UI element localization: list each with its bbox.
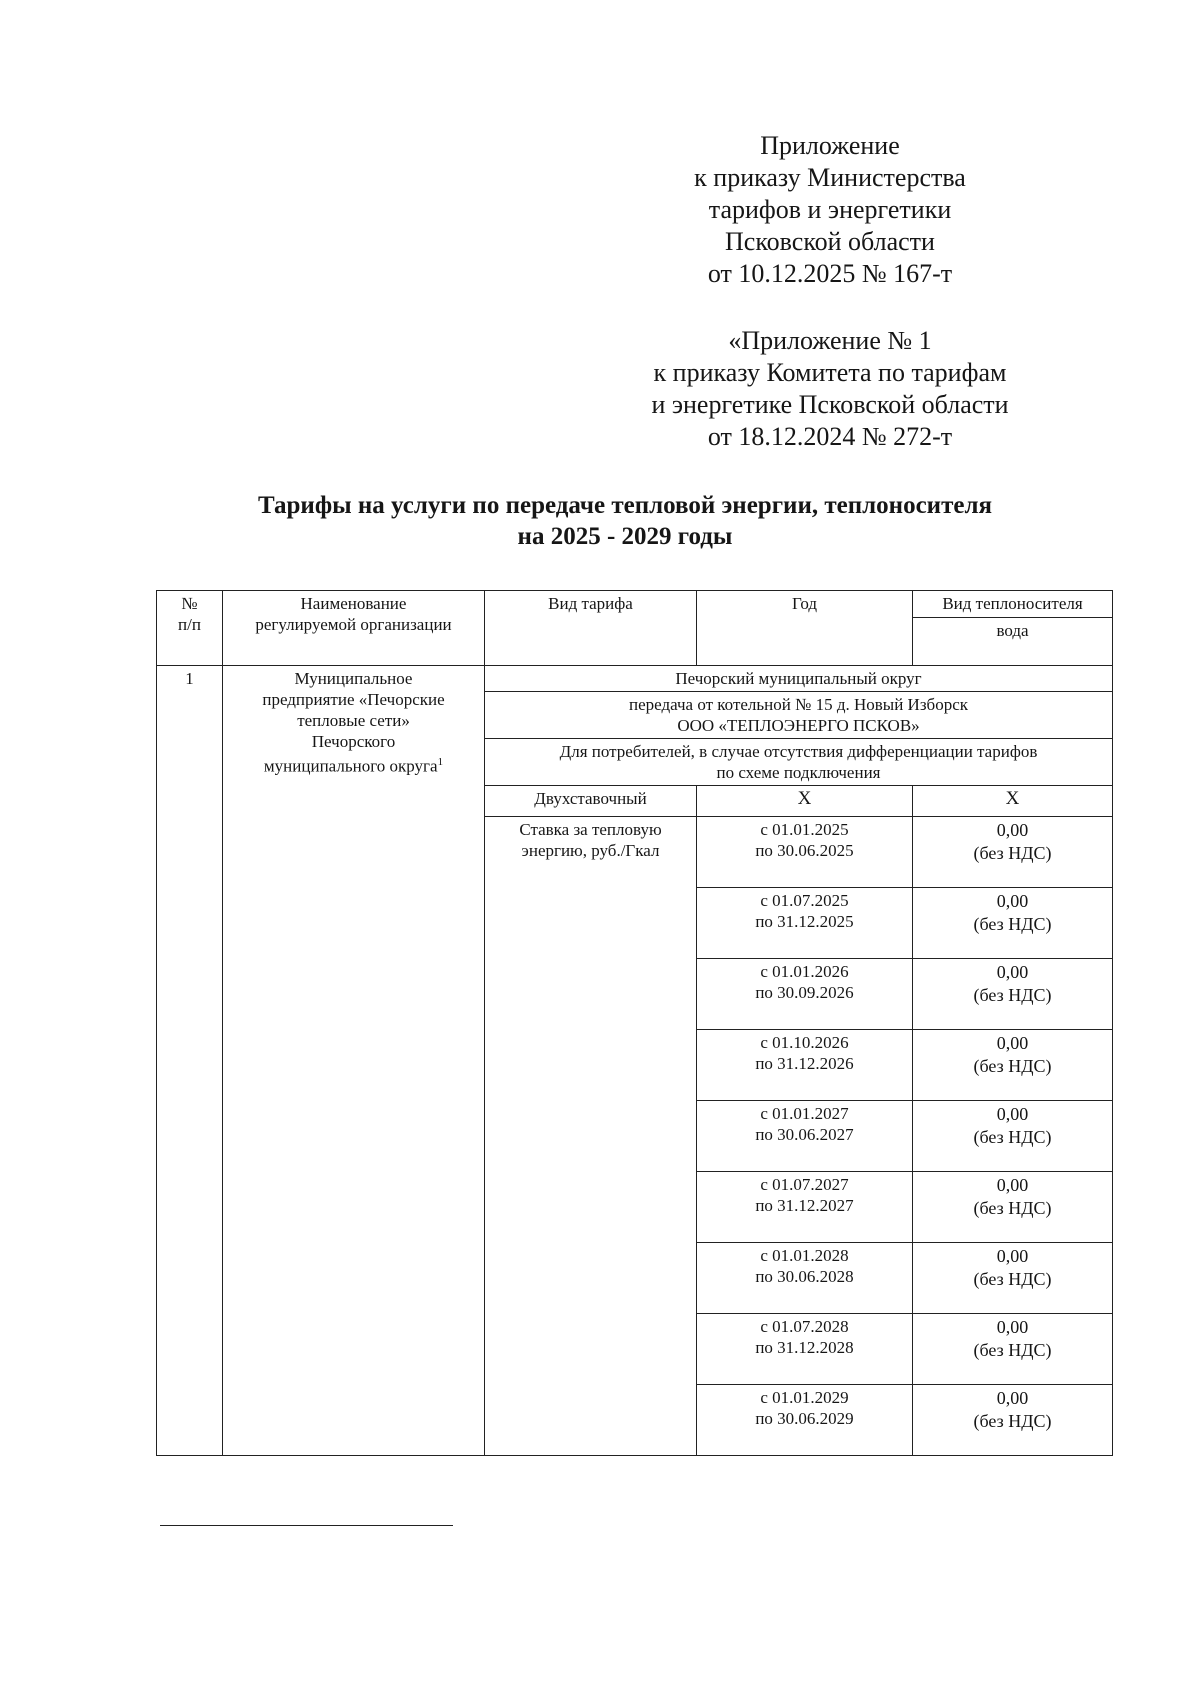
period-to: по 30.06.2029 — [755, 1409, 854, 1428]
prior-appendix-header — [560, 325, 1100, 453]
tariff-value: 0,00 — [996, 962, 1029, 982]
period-from: с 01.01.2025 — [760, 820, 849, 839]
district-cell: Печорский муниципальный округ — [485, 666, 1113, 692]
tariff-value: 0,00 — [996, 820, 1029, 840]
header-organization-line: Наименование — [300, 594, 407, 613]
period-cell — [697, 1030, 913, 1101]
tariff-value-cell — [913, 888, 1113, 959]
tariff-vat-note: (без НДС) — [973, 914, 1052, 934]
tariff-value-cell — [913, 959, 1113, 1030]
period-cell — [697, 888, 913, 959]
document-title — [150, 490, 1100, 552]
prior-appendix-line: от 18.12.2024 № 272-т — [707, 422, 953, 451]
tariff-value-cell — [913, 1030, 1113, 1101]
tariff-vat-note: (без НДС) — [973, 1411, 1052, 1431]
tariff-vat-note: (без НДС) — [973, 1127, 1052, 1147]
consumers-line: по схеме подключения — [716, 763, 881, 782]
transfer-line: передача от котельной № 15 д. Новый Изборск — [629, 695, 968, 714]
header-number — [157, 591, 223, 666]
period-from: с 01.01.2026 — [760, 962, 849, 981]
header-number-line: п/п — [178, 615, 201, 634]
tariff-vat-note: (без НДС) — [973, 1269, 1052, 1289]
organization-line: муниципального округа — [263, 756, 438, 776]
organization-line: Печорского — [311, 732, 396, 751]
header-tariff-type: Вид тарифа — [485, 591, 697, 666]
tariff-value: 0,00 — [996, 1246, 1029, 1266]
period-cell — [697, 1101, 913, 1172]
organization-line: предприятие «Печорские — [262, 690, 445, 709]
prior-appendix-line: «Приложение № 1 — [728, 326, 932, 355]
tariff-value: 0,00 — [996, 1104, 1029, 1124]
period-to: по 31.12.2025 — [755, 912, 854, 931]
tariff-vat-note: (без НДС) — [973, 1198, 1052, 1218]
tariff-vat-note: (без НДС) — [973, 1340, 1052, 1360]
tariff-vat-note: (без НДС) — [973, 985, 1052, 1005]
rate-label-line: Ставка за тепловую — [519, 820, 662, 839]
period-to: по 30.06.2027 — [755, 1125, 854, 1144]
consumers-line: Для потребителей, в случае отсутствия дифференциации тарифов — [559, 742, 1038, 761]
header-organization — [223, 591, 485, 666]
title-line-1: Тарифы на услуги по передаче тепловой энергии, теплоносителя — [257, 492, 993, 519]
rate-label-line: энергию, руб./Гкал — [521, 841, 660, 860]
tariff-value: 0,00 — [996, 1175, 1029, 1195]
period-cell — [697, 1243, 913, 1314]
footnote-mark: 1 — [437, 756, 444, 768]
tariff-table — [156, 590, 1113, 1456]
period-from: с 01.07.2027 — [760, 1175, 849, 1194]
tariff-value-cell — [913, 1172, 1113, 1243]
tariff-value-cell — [913, 1243, 1113, 1314]
period-cell — [697, 959, 913, 1030]
period-from: с 01.01.2028 — [760, 1246, 849, 1265]
period-to: по 30.09.2026 — [755, 983, 854, 1002]
header-year: Год — [697, 591, 913, 666]
period-cell — [697, 1172, 913, 1243]
header-carrier-group: Вид теплоносителя — [913, 591, 1113, 618]
header-organization-line: регулируемой организации — [255, 615, 452, 634]
row-number: 1 — [157, 666, 223, 1456]
header-row — [157, 591, 1113, 618]
period-from: с 01.01.2027 — [760, 1104, 849, 1123]
appendix-line: Приложение — [760, 131, 900, 160]
header-number-line: № — [181, 594, 198, 613]
organization-name — [223, 666, 485, 1456]
footnote-separator — [160, 1525, 453, 1526]
tariff-value: 0,00 — [996, 1033, 1029, 1053]
tariff-vat-note: (без НДС) — [973, 843, 1052, 863]
period-from: с 01.07.2028 — [760, 1317, 849, 1336]
title-line-2: на 2025 - 2029 годы — [517, 523, 733, 550]
tariff-value-cell — [913, 1314, 1113, 1385]
prior-appendix-line: к приказу Комитета по тарифам — [653, 358, 1007, 387]
period-from: с 01.07.2025 — [760, 891, 849, 910]
period-from: с 01.01.2029 — [760, 1388, 849, 1407]
tariff-value: 0,00 — [996, 1388, 1029, 1408]
organization-line: тепловые сети» — [297, 711, 410, 730]
rate-label-cell — [485, 817, 697, 1456]
period-to: по 30.06.2025 — [755, 841, 854, 860]
tariff-value: 0,00 — [996, 1317, 1029, 1337]
period-from: с 01.10.2026 — [760, 1033, 849, 1052]
header-carrier-water: вода — [913, 618, 1113, 666]
tariff-value: 0,00 — [996, 891, 1029, 911]
transfer-cell — [485, 692, 1113, 739]
organization-line: Муниципальное — [294, 669, 413, 688]
tariff-value-cell — [913, 1385, 1113, 1456]
consumers-cell — [485, 739, 1113, 786]
period-to: по 31.12.2026 — [755, 1054, 854, 1073]
period-to: по 30.06.2028 — [755, 1267, 854, 1286]
transfer-line: ООО «ТЕПЛОЭНЕРГО ПСКОВ» — [677, 716, 920, 735]
appendix-line: от 10.12.2025 № 167-т — [707, 259, 953, 288]
district-row — [157, 666, 1113, 692]
tariff-value-cell — [913, 1101, 1113, 1172]
appendix-line: Псковской области — [725, 227, 935, 256]
two-part-year: X — [697, 786, 913, 817]
prior-appendix-line: и энергетике Псковской области — [651, 390, 1009, 419]
tariff-value-cell — [913, 817, 1113, 888]
appendix-line: тарифов и энергетики — [708, 195, 952, 224]
period-to: по 31.12.2028 — [755, 1338, 854, 1357]
period-cell — [697, 1385, 913, 1456]
two-part-value: X — [913, 786, 1113, 817]
appendix-line: к приказу Министерства — [694, 163, 966, 192]
period-to: по 31.12.2027 — [755, 1196, 854, 1215]
tariff-vat-note: (без НДС) — [973, 1056, 1052, 1076]
period-cell — [697, 1314, 913, 1385]
period-cell — [697, 817, 913, 888]
two-part-label: Двухставочный — [485, 786, 697, 817]
appendix-header — [560, 130, 1100, 290]
